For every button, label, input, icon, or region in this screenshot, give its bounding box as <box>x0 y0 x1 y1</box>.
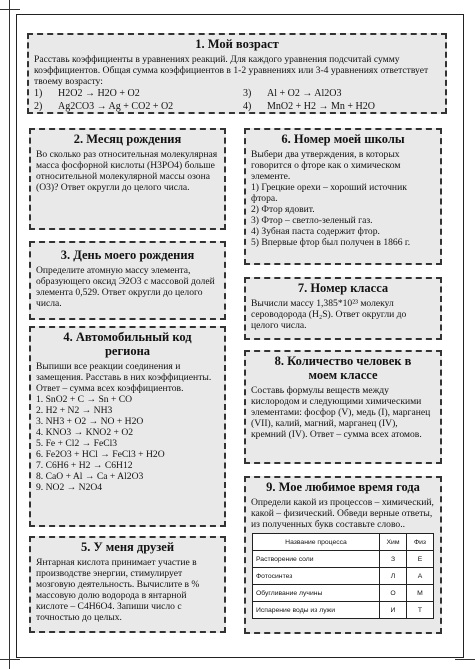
chem-letter[interactable]: Л <box>380 568 407 585</box>
list-item: 4. KNO3 → KNO2 + O2 <box>36 427 134 438</box>
phys-letter[interactable]: Е <box>407 551 434 568</box>
process-name: Фотосинтез <box>253 568 380 585</box>
process-name: Растворение соли <box>253 551 380 568</box>
chem-letter[interactable]: З <box>380 551 407 568</box>
task-intro: Выбери два утверждения, в которых говорится о фторе как о химическом элементе. <box>251 149 401 182</box>
process-name: Испарение воды из лужи <box>253 602 380 619</box>
margin-line-left <box>9 0 10 669</box>
list-item: 5. Fe + Cl2 → FeCl3 <box>36 438 118 449</box>
margin-line-top <box>0 9 20 10</box>
task-text: Определите атомную массу элемента, образующего оксид Э2О3 с массовой долей элемента 0,529. Ответ округли до целого числа. <box>36 265 215 309</box>
margin-line-bottom <box>0 659 20 660</box>
task-text: Составь формулы веществ между кислородом и следующими химическими элементами: фосфор (V), медь (I), марганец (VII), калий, магний, марганец (IV), кремний (IV). Ответ – сумма всех атомов. <box>251 385 431 440</box>
task-text: Определи какой из процессов – химический, какой – физический. Обведи верные ответы, из полученных букв составьте слово.. <box>251 497 434 530</box>
equation-list <box>31 394 224 493</box>
list-item: 2. H2 + N2 → NH3 <box>36 405 113 416</box>
task-title: 9. Мое любимое время года <box>266 480 420 494</box>
task-title: 5. У меня друзей <box>80 540 175 554</box>
task-intro: Выпиши все реакции соединения и замещения. Расставь в них коэффициенты. Ответ – сумма всех коэффициентов. <box>36 361 212 394</box>
list-item: 5) Впервые фтор был получен в 1866 г. <box>251 237 411 248</box>
task-box-9 <box>244 476 442 634</box>
phys-letter[interactable]: Т <box>407 602 434 619</box>
eq-number: 1) <box>34 88 43 99</box>
task-title: 6. Номер моей школы <box>281 132 405 146</box>
chem-letter[interactable]: И <box>380 602 407 619</box>
eq-number: 3) <box>243 88 252 99</box>
column-header: Физ <box>407 534 434 551</box>
list-item: 6. Fe2O3 + HCl → FeCl3 + H2O <box>36 449 165 460</box>
list-item: 2) Фтор ядовит. <box>251 204 315 215</box>
list-item: 7. C6H6 + H2 → C6H12 <box>36 460 133 471</box>
phys-letter[interactable]: А <box>407 568 434 585</box>
equation: MnO2 + H2 → Mn + H2O <box>267 101 375 112</box>
column-header: Название процесса <box>253 534 380 551</box>
task-title: 2. Месяц рождения <box>73 132 182 146</box>
margin-line-bottom-right <box>455 659 475 660</box>
task-box-5 <box>29 536 226 633</box>
task-title: 3. День моего рождения <box>60 248 195 262</box>
list-item: 3. NH3 + O2 → NO + H2O <box>36 416 144 427</box>
task-title: 7. Номер класса <box>297 281 389 295</box>
table-row <box>253 568 434 585</box>
list-item: 8. CaO + Al → Ca + Al2O3 <box>36 471 144 482</box>
table-row <box>253 585 434 602</box>
task-box-6 <box>244 128 442 265</box>
equation: Ag2CO3 → Ag + CO2 + O2 <box>58 101 174 112</box>
task-text: Во сколько раз относительная молекулярная масса фосфорной кислоты (H3PO4) больше относительной молекулярной массы озона (O3)? Ответ округли до целого числа. <box>36 149 218 193</box>
chem-letter[interactable]: О <box>380 585 407 602</box>
list-item: 4) Зубная паста содержит фтор. <box>251 226 380 237</box>
eq-number: 2) <box>34 101 43 112</box>
task-box-3 <box>29 241 226 320</box>
equation: Al + O2 → Al2O3 <box>267 88 342 99</box>
list-item: 9. NO2 → N2O4 <box>36 482 103 493</box>
task-box-1 <box>27 33 447 114</box>
phys-letter[interactable]: М <box>407 585 434 602</box>
table-row <box>253 602 434 619</box>
task-title: 4. Автомобильный код региона <box>63 330 192 358</box>
process-table <box>252 533 434 619</box>
task-title: 1. Мой возраст <box>195 37 279 51</box>
column-header: Хим <box>380 534 407 551</box>
task-box-8 <box>244 350 442 464</box>
statement-list <box>246 182 440 248</box>
task-box-2 <box>29 128 226 230</box>
table-row <box>253 551 434 568</box>
list-item: 1) Грецкие орехи – хороший источник фтора. <box>251 182 407 204</box>
process-name: Обугливание лучины <box>253 585 380 602</box>
table-header-row <box>253 534 434 551</box>
list-item: 3) Фтор – светло-зеленый газ. <box>251 215 373 226</box>
task-box-4 <box>29 326 226 527</box>
list-item: 1. SnO2 + C → Sn + CO <box>36 394 133 405</box>
task-text: Расставь коэффициенты в уравнениях реакций. Для каждого уравнения подсчитай сумму коэффициентов. Общая сумма коэффициентов в 1-2 уравнениях или 3-4 уравнениях ответствует твоему возрасту: <box>34 54 429 87</box>
task-title: 8. Количество человек в моем классе <box>274 354 412 382</box>
task-text: Янтарная кислота принимает участие в производстве энергии, стимулирует мозговую деятельность. Вычислите в % массовую долю водорода в янтарной кислоте – C4H6O4. Запиши число с точностью до целых. <box>36 557 200 623</box>
task-box-7 <box>244 277 442 340</box>
eq-number: 4) <box>243 101 252 112</box>
task-text: Вычисли массу 1,385*10²³ молекул сероводорода (H₂S). Ответ округли до целого числа. <box>251 298 407 331</box>
equation: H2O2 → H2O + O2 <box>58 88 140 99</box>
